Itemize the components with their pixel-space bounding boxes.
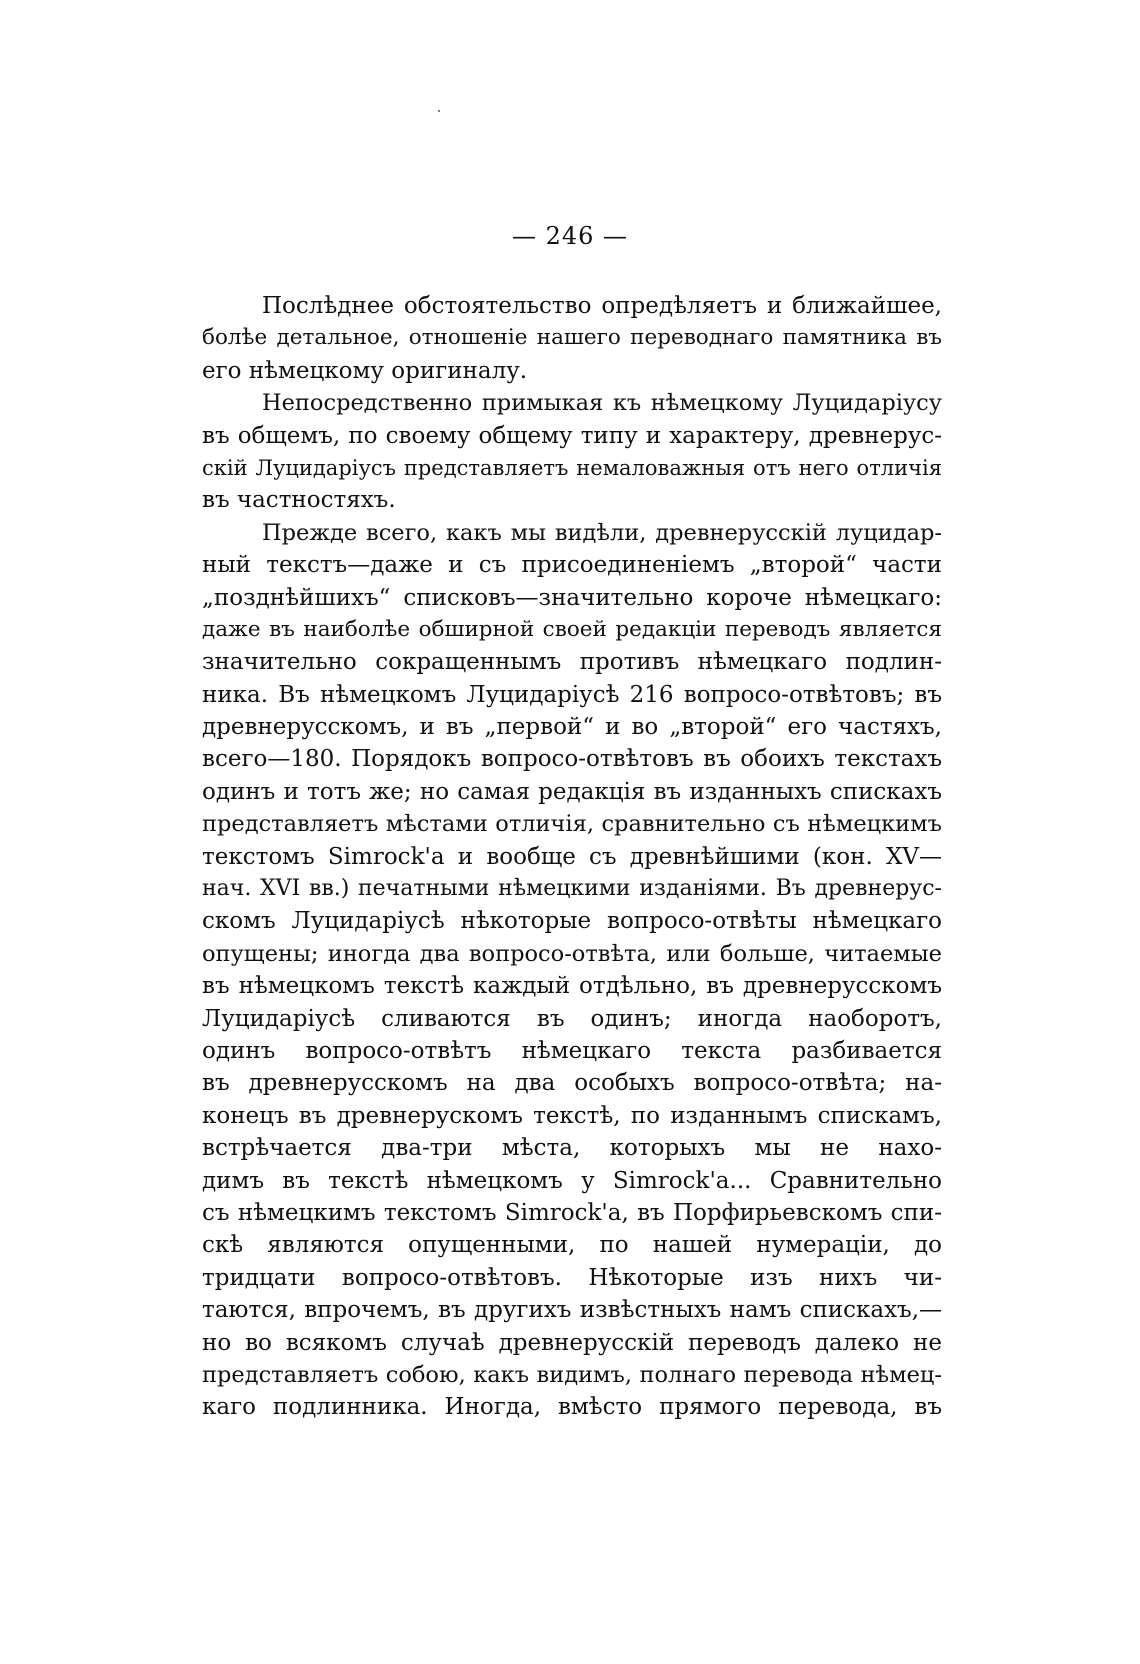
text-line: всего—180. Порядокъ вопросо-отвѣтовъ въ обоихъ текстахъ	[202, 746, 942, 773]
text-line: Луцидаріусѣ сливаются въ одинъ; иногда наоборотъ,	[202, 1005, 942, 1032]
text-line: съ нѣмецкимъ текстомъ Simrock'a, въ Порфирьевскомъ спи-	[202, 1199, 942, 1226]
text-line: но во всякомъ случаѣ древнерусскій переводъ далеко не	[202, 1329, 942, 1356]
page-number: — 246 —	[511, 222, 629, 250]
text-line: скомъ Луцидаріусѣ нѣкоторые вопросо-отвѣты нѣмецкаго	[202, 908, 942, 935]
text-line: въ нѣмецкомъ текстѣ каждый отдѣльно, въ древнерусскомъ	[202, 973, 942, 1000]
text-line: его нѣмецкому оригиналу.	[202, 357, 528, 384]
text-line: текстомъ Simrock'a и вообще съ древнѣйшими (кон. XV—	[202, 843, 942, 870]
text-line: представляетъ мѣстами отличія, сравнительно съ нѣмецкимъ	[202, 811, 942, 838]
text-line: каго подлинника. Иногда, вмѣсто прямого перевода, въ	[202, 1394, 942, 1421]
paper-speck	[438, 110, 440, 112]
text-line: значительно сокращеннымъ противъ нѣмецкаго подлин-	[202, 649, 942, 676]
text-line: опущены; иногда два вопросо-отвѣта, или больше, читаемые	[202, 940, 942, 967]
text-line: Прежде всего, какъ мы видѣли, древнерусскій луцидар-	[262, 519, 942, 546]
text-line: въ общемъ, по своему общему типу и характеру, древнерус-	[202, 422, 942, 449]
text-line: конецъ въ древнерускомъ текстѣ, по изданнымъ спискамъ,	[202, 1102, 942, 1129]
text-line: Непосредственно примыкая къ нѣмецкому Луцидаріусу	[262, 390, 942, 417]
text-line: представляетъ собою, какъ видимъ, полнаго перевода нѣмец-	[202, 1361, 942, 1388]
text-line: тридцати вопросо-отвѣтовъ. Нѣкоторые изъ нихъ чи-	[202, 1264, 942, 1291]
text-line: скѣ являются опущенными, по нашей нумераціи, до	[202, 1232, 942, 1259]
text-line: Послѣднее обстоятельство опредѣляетъ и ближайшее,	[262, 293, 942, 319]
text-line: скій Луцидаріусъ представляетъ немаловажныя отъ него отличія	[202, 455, 942, 480]
text-line: „позднѣйшихъ“ списковъ—значительно короче нѣмецкаго:	[202, 584, 942, 611]
text-line: въ древнерусскомъ на два особыхъ вопросо-отвѣта; на-	[202, 1070, 942, 1097]
text-line: даже въ наиболѣе обширной своей редакціи переводъ является	[202, 616, 942, 642]
text-line: димъ въ текстѣ нѣмецкомъ у Simrock'a... Сравнительно	[202, 1167, 942, 1194]
text-line: нач. XVI вв.) печатными нѣмецкими изданіями. Въ древнерус-	[202, 876, 942, 902]
text-line: болѣе детальное, отношеніе нашего переводнаго памятника въ	[202, 325, 942, 351]
text-line: ника. Въ нѣмецкомъ Луцидаріусѣ 216 вопросо-отвѣтовъ; въ	[202, 681, 942, 708]
body-text	[202, 290, 942, 1424]
text-line: одинъ вопросо-отвѣтъ нѣмецкаго текста разбивается	[202, 1037, 942, 1064]
text-line: ный текстъ—даже и съ присоединеніемъ „второй“ части	[202, 552, 942, 579]
text-line: таются, впрочемъ, въ другихъ извѣстныхъ намъ спискахъ,—	[202, 1297, 942, 1324]
text-line: древнерусскомъ, и въ „первой“ и во „второй“ его частяхъ,	[202, 714, 942, 741]
text-line: въ частностяхъ.	[202, 487, 396, 514]
text-line: одинъ и тотъ же; но самая редакція въ изданныхъ спискахъ	[202, 778, 942, 805]
text-line: встрѣчается два-три мѣста, которыхъ мы не нахо-	[202, 1135, 942, 1162]
